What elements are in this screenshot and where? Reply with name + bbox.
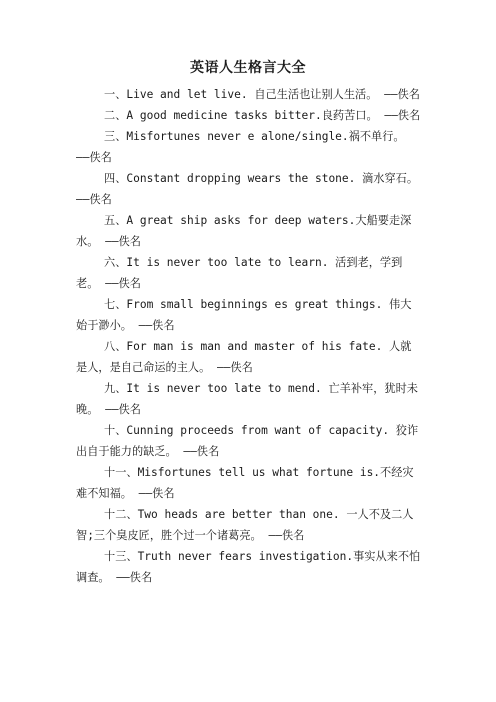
proverb-item: 十三、Truth never fears investigation.事实从来不怕调查。 ——佚名 bbox=[76, 550, 421, 584]
proverb-item: 一、Live and let live. 自己生活也让别人生活。 ——佚名 bbox=[104, 88, 420, 101]
proverb-item: 八、For man is man and master of his fate. 人就是人，是自己命运的主人。 ——佚名 bbox=[76, 340, 412, 374]
page-title: 英语人生格言大全 bbox=[190, 60, 306, 76]
proverb-item: 四、Constant dropping wears the stone. 滴水穿石。 ——佚名 bbox=[76, 172, 419, 206]
proverb-item: 二、A good medicine tasks bitter.良药苦口。 ——佚名 bbox=[104, 109, 421, 122]
proverb-list bbox=[76, 84, 422, 588]
proverb-item: 六、It is never too late to learn. 活到老，学到老。 ——佚名 bbox=[76, 256, 403, 290]
proverb-item: 十一、Misfortunes tell us what fortune is.不经灾难不知福。 ——佚名 bbox=[76, 466, 414, 500]
proverb-item: 七、From small beginnings es great things. 伟大始于渺小。 ——佚名 bbox=[76, 298, 412, 332]
proverb-item: 九、It is never too late to mend. 亡羊补牢，犹时未晚。 ——佚名 bbox=[76, 382, 418, 416]
proverb-item: 五、A great ship asks for deep waters.大船要走深水。 ——佚名 bbox=[76, 214, 412, 248]
proverb-item: 十、Cunning proceeds from want of capacity. 狡诈出自于能力的缺乏。 ——佚名 bbox=[76, 424, 419, 458]
proverb-item: 三、Misfortunes never e alone/single.祸不单行。 ——佚名 bbox=[76, 130, 405, 164]
proverb-item: 十二、Two heads are better than one. 一人不及二人智;三个臭皮匠，胜个过一个诸葛亮。 ——佚名 bbox=[76, 508, 414, 542]
